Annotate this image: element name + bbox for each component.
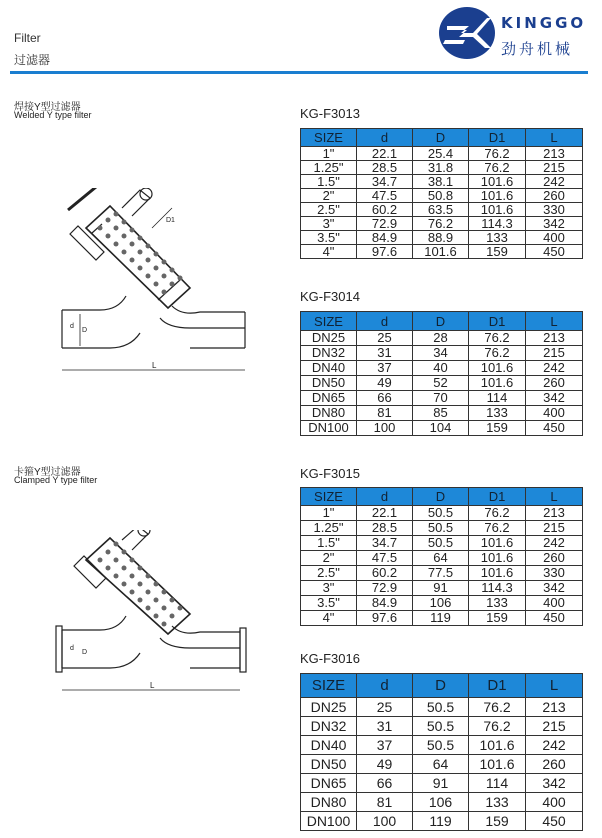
table-cell: 40 [413,361,469,376]
table-cell: 342 [526,391,583,406]
col-header-d: D [413,488,469,506]
table-cell: 242 [526,536,583,551]
table-cell: DN80 [301,406,357,421]
table-cell: 84.9 [357,231,413,245]
table-row [301,596,583,611]
table-cell: 88.9 [413,231,469,245]
table-cell: 400 [526,231,583,245]
table-cell: 400 [526,596,583,611]
table-cell: 31 [357,346,413,361]
section-clamped-title-zh: 卡箍Y型过滤器 [14,467,81,478]
table-cell: 52 [413,376,469,391]
table-cell: 76.2 [469,161,526,175]
table-cell: 91 [413,774,469,793]
table-cell: 28.5 [357,161,413,175]
dim-label-d-small-2: d [70,645,74,652]
table-cell: 28.5 [357,521,413,536]
table-cell: 76.2 [469,521,526,536]
table-cell: 3.5" [301,596,357,611]
table-cell: 260 [526,189,583,203]
col-header-d: D [413,312,469,331]
table-row [301,717,583,736]
table-cell: DN65 [301,391,357,406]
table-cell: 242 [526,175,583,189]
table-cell: 76.2 [469,346,526,361]
table-row [301,161,583,175]
table-row [301,406,583,421]
table-cell: 31.8 [413,161,469,175]
table-cell: 76.2 [469,331,526,346]
table-cell: 25.4 [413,147,469,161]
dim-label-d-2: D [82,649,88,656]
table-cell: 72.9 [357,217,413,231]
section-welded-title-en: Welded Y type filter [14,110,92,120]
logo-text-zh: 劲舟机械 [501,40,574,58]
table-cell: 101.6 [469,536,526,551]
table-cell: 101.6 [413,245,469,259]
table-cell: 3.5" [301,231,357,245]
table-cell: 1.25" [301,521,357,536]
col-header-d-small: d [357,312,413,331]
table-cell: 76.2 [469,147,526,161]
col-header-d: D [413,674,469,698]
table-cell: 215 [526,717,583,736]
dim-label-l: L [152,361,157,370]
table-row [301,736,583,755]
table-row [301,506,583,521]
table-cell: 64 [413,551,469,566]
table-cell: 133 [469,231,526,245]
col-header-size: SIZE [301,129,357,147]
table-cell: 81 [357,793,413,812]
table-cell: 106 [413,793,469,812]
table-row [301,581,583,596]
col-header-d1: D1 [469,488,526,506]
table-cell: 1.5" [301,536,357,551]
table-cell: 260 [526,376,583,391]
table-cell: 330 [526,203,583,217]
table-cell: 1.25" [301,161,357,175]
table-row [301,217,583,231]
table-cell: 64 [413,755,469,774]
col-header-l: L [526,129,583,147]
table-cell: 38.1 [413,175,469,189]
kinggo-logo [437,4,597,66]
col-header-d: D [413,129,469,147]
table-cell: 4" [301,245,357,259]
table-cell: 114.3 [469,581,526,596]
table-cell: 37 [357,361,413,376]
table-cell: DN32 [301,717,357,736]
table-cell: 215 [526,521,583,536]
table-cell: 342 [526,581,583,596]
table-cell: 133 [469,406,526,421]
table-cell: 133 [469,596,526,611]
table-row [301,331,583,346]
table-row [301,611,583,626]
header-divider [10,71,588,74]
table-cell: 450 [526,611,583,626]
col-header-l: L [526,312,583,331]
table-row [301,376,583,391]
table-cell: 3" [301,581,357,596]
table-row [301,189,583,203]
col-header-d-small: d [357,129,413,147]
table-cell: 2.5" [301,566,357,581]
table-cell: 25 [357,331,413,346]
table-cell: 450 [526,812,583,831]
table-cell: 60.2 [357,203,413,217]
table-cell: 213 [526,698,583,717]
table-cell: 242 [526,736,583,755]
table-row [301,566,583,581]
table-cell: 213 [526,506,583,521]
table-row [301,346,583,361]
dim-label-d1: D1 [166,217,175,224]
table-cell: 159 [469,812,526,831]
table-row [301,698,583,717]
table-cell: DN50 [301,376,357,391]
table-cell: 450 [526,421,583,436]
table-cell: 49 [357,755,413,774]
table-row [301,755,583,774]
table-cell: 2" [301,189,357,203]
page-title-en: Filter [14,31,41,45]
table-cell: 66 [357,774,413,793]
table-cell: 330 [526,566,583,581]
table-cell: 60.2 [357,566,413,581]
table-cell: DN50 [301,755,357,774]
table-cell: 400 [526,406,583,421]
table-cell: 101.6 [469,376,526,391]
table-cell: DN32 [301,346,357,361]
spec-table [300,673,583,831]
col-header-d-small: d [357,674,413,698]
table-cell: 91 [413,581,469,596]
table-cell: 119 [413,611,469,626]
table-cell: 215 [526,161,583,175]
model-label: KG-F3015 [300,466,360,481]
table-cell: DN80 [301,793,357,812]
table-cell: 101.6 [469,361,526,376]
col-header-d1: D1 [469,674,526,698]
table-cell: 50.5 [413,506,469,521]
table-cell: 260 [526,551,583,566]
table-row [301,774,583,793]
table-cell: 47.5 [357,551,413,566]
table-cell: 3" [301,217,357,231]
table-cell: 4" [301,611,357,626]
table-cell: 84.9 [357,596,413,611]
table-cell: 159 [469,421,526,436]
table-cell: 1" [301,147,357,161]
table-cell: 213 [526,147,583,161]
table-cell: 50.5 [413,736,469,755]
table-cell: 50.5 [413,521,469,536]
table-cell: 119 [413,812,469,831]
table-cell: 100 [357,812,413,831]
table-row [301,521,583,536]
table-cell: 2.5" [301,203,357,217]
table-cell: 50.5 [413,536,469,551]
section-clamped-title-en: Clamped Y type filter [14,475,98,485]
table-row [301,361,583,376]
table-cell: 215 [526,346,583,361]
table-cell: 34.7 [357,536,413,551]
clamped-filter-drawing [40,530,260,710]
spec-table [300,128,583,259]
table-cell: 159 [469,245,526,259]
table-cell: 450 [526,245,583,259]
col-header-l: L [526,488,583,506]
table-cell: 76.2 [469,717,526,736]
table-cell: 133 [469,793,526,812]
table-cell: 76.2 [469,698,526,717]
table-cell: 114.3 [469,217,526,231]
table-cell: 213 [526,331,583,346]
table-cell: 81 [357,406,413,421]
table-row [301,245,583,259]
table-row [301,147,583,161]
table-cell: 85 [413,406,469,421]
table-cell: 101.6 [469,175,526,189]
table-cell: 342 [526,774,583,793]
table-cell: 1.5" [301,175,357,189]
table-cell: 97.6 [357,245,413,259]
model-label: KG-F3013 [300,106,360,121]
spec-table [300,311,583,436]
table-row [301,536,583,551]
table-cell: 22.1 [357,147,413,161]
table-cell: 47.5 [357,189,413,203]
table-cell: 159 [469,611,526,626]
model-label: KG-F3016 [300,651,360,666]
table-cell: 101.6 [469,736,526,755]
dim-label-d: D [82,327,88,334]
table-cell: 49 [357,376,413,391]
spec-table [300,487,583,626]
table-cell: 101.6 [469,189,526,203]
table-cell: 22.1 [357,506,413,521]
table-cell: DN40 [301,736,357,755]
table-cell: 34 [413,346,469,361]
table-row [301,812,583,831]
col-header-size: SIZE [301,312,357,331]
table-cell: 97.6 [357,611,413,626]
table-row [301,793,583,812]
table-cell: 101.6 [469,551,526,566]
table-cell: 106 [413,596,469,611]
table-cell: 100 [357,421,413,436]
table-cell: 101.6 [469,203,526,217]
table-cell: 37 [357,736,413,755]
col-header-size: SIZE [301,488,357,506]
logo-mark-icon [437,4,497,62]
table-cell: 63.5 [413,203,469,217]
col-header-d-small: d [357,488,413,506]
dim-label-d-small: d [70,323,74,330]
table-cell: 76.2 [469,506,526,521]
table-cell: 1" [301,506,357,521]
table-cell: 50.5 [413,698,469,717]
table-cell: 400 [526,793,583,812]
table-cell: 114 [469,391,526,406]
section-welded-title-zh: 焊接Y型过滤器 [14,102,81,113]
page-title-zh: 过滤器 [14,53,51,67]
table-row [301,231,583,245]
table-row [301,175,583,189]
table-cell: 25 [357,698,413,717]
table-row [301,203,583,217]
table-row [301,421,583,436]
table-cell: 77.5 [413,566,469,581]
table-cell: DN100 [301,812,357,831]
table-row [301,551,583,566]
table-cell: 72.9 [357,581,413,596]
table-cell: 101.6 [469,755,526,774]
table-cell: 101.6 [469,566,526,581]
table-cell: DN65 [301,774,357,793]
welded-filter-drawing [40,188,260,388]
table-cell: 50.5 [413,717,469,736]
logo-text-en: KINGGO [501,14,587,32]
col-header-d1: D1 [469,312,526,331]
table-cell: DN25 [301,698,357,717]
table-cell: 104 [413,421,469,436]
table-cell: 28 [413,331,469,346]
table-cell: 2" [301,551,357,566]
table-cell: 50.8 [413,189,469,203]
table-cell: DN40 [301,361,357,376]
table-cell: 70 [413,391,469,406]
table-cell: 242 [526,361,583,376]
table-cell: 66 [357,391,413,406]
col-header-d1: D1 [469,129,526,147]
dim-label-l-2: L [150,681,155,690]
table-row [301,391,583,406]
table-cell: 114 [469,774,526,793]
col-header-size: SIZE [301,674,357,698]
table-cell: 342 [526,217,583,231]
table-cell: 31 [357,717,413,736]
table-cell: 34.7 [357,175,413,189]
table-cell: DN25 [301,331,357,346]
table-cell: DN100 [301,421,357,436]
col-header-l: L [526,674,583,698]
table-cell: 76.2 [413,217,469,231]
table-cell: 260 [526,755,583,774]
model-label: KG-F3014 [300,289,360,304]
